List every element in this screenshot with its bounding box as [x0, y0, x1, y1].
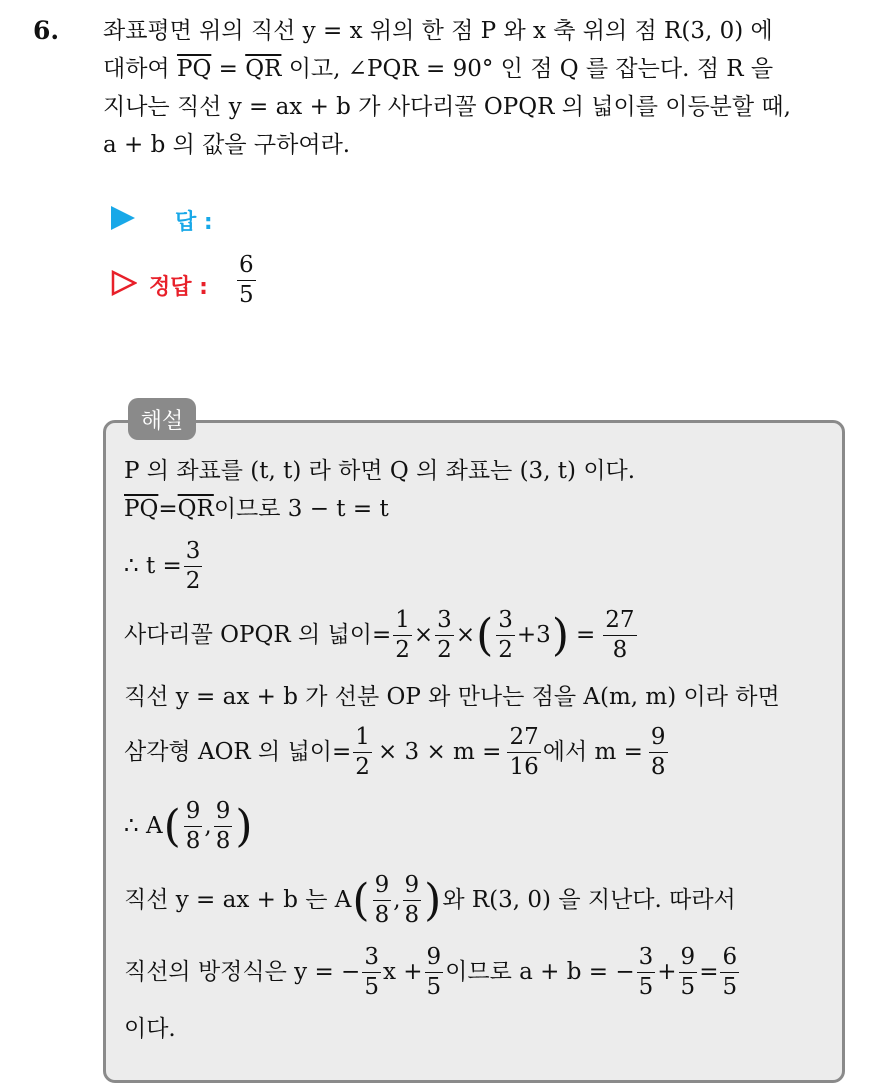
sol-l4-f2-den: 2 [437, 637, 452, 663]
sol-l6-f2-den: 16 [509, 754, 539, 780]
problem-line-2-a: 대하여 [103, 56, 177, 82]
sol-l9-f3-den: 5 [638, 974, 654, 1000]
solution-line-9 [124, 946, 741, 999]
solution-line-4 [124, 609, 639, 662]
sol-l6-f3-num: 9 [649, 726, 668, 753]
solution-line-8 [124, 874, 736, 927]
problem-line-2-c: = [211, 56, 246, 82]
correct-answer-fraction [235, 254, 258, 307]
answer-label: 답 : [175, 210, 213, 235]
sol-l7-f1-den: 8 [185, 828, 201, 854]
sol-l7-rparen: ) [235, 800, 253, 852]
sol-l3-pre: ∴ t = [124, 553, 182, 579]
correct-den: 5 [239, 282, 254, 308]
problem-line-2-e: 이고, ∠PQR = 90° 인 점 Q 를 잡는다. 점 R 을 [281, 56, 774, 82]
sol-l8-f2-num: 9 [403, 874, 422, 901]
sol-l9-f5-num: 6 [720, 946, 739, 973]
sol-l4-res-den: 8 [612, 637, 628, 663]
sol-l7-comma: , [204, 813, 212, 839]
correct-num: 6 [237, 254, 256, 281]
problem-number: 6. [33, 16, 60, 45]
sol-l9-f1-num: 3 [362, 946, 381, 973]
sol-l6-mid: × 3 × m = [377, 739, 502, 765]
sol-l4-f3-den: 2 [498, 637, 513, 663]
sol-l9-f4-den: 5 [680, 974, 696, 1000]
solution-tag: 해설 [128, 398, 196, 440]
sol-l4-times: × [413, 622, 434, 648]
sol-l4-eq: = [575, 622, 596, 648]
sol-eq: = [158, 496, 178, 522]
sol-l9-pre: 직선의 방정식은 y = − [124, 959, 361, 985]
sol-l8-f1-num: 9 [373, 874, 392, 901]
sol-l4-f1-num: 1 [393, 609, 412, 636]
sol-l9-mid: x + [382, 959, 423, 985]
sol-line-2-rest: 이므로 3 − t = t [213, 496, 389, 522]
sol-l4-times-2: × [455, 622, 476, 648]
sol-l8-comma: , [393, 887, 401, 913]
sol-l6-f1-num: 1 [353, 726, 372, 753]
sol-l9-f2-num: 9 [425, 946, 444, 973]
sol-l8-f1-den: 8 [374, 902, 390, 928]
sol-l8-f2-den: 8 [404, 902, 420, 928]
solution-line-10: 이다. [124, 1016, 176, 1042]
sol-l4-rparen: ) [551, 609, 569, 661]
sol-l3-num: 3 [184, 540, 203, 567]
sol-l4-res-num: 27 [603, 609, 636, 636]
sol-l4-f2-num: 3 [435, 609, 454, 636]
sol-l6-pre: 삼각형 AOR 의 넓이= [124, 739, 352, 765]
sol-l9-mid2: 이므로 a + b = − [445, 959, 635, 985]
sol-l8-lparen: ( [352, 874, 370, 926]
sol-l7-f2-num: 9 [214, 800, 233, 827]
sol-l9-f5-den: 5 [722, 974, 738, 1000]
sol-l8-pre: 직선 y = ax + b 는 A [124, 887, 352, 913]
correct-triangle-icon [111, 270, 137, 296]
sol-l7-lparen: ( [163, 800, 181, 852]
sol-l8-rparen: ) [424, 874, 442, 926]
sol-l7-f1-num: 9 [184, 800, 203, 827]
sol-l6-mid2: 에서 m = [542, 739, 643, 765]
sol-l9-f4-num: 9 [679, 946, 698, 973]
sol-segment-qr: $\overline{QR}$ [177, 496, 214, 522]
sol-l9-f1-den: 5 [364, 974, 379, 1000]
solution-line-1: P 의 좌표를 (t, t) 라 하면 Q 의 좌표는 (3, t) 이다. [124, 458, 636, 484]
sol-l6-f2-num: 27 [507, 726, 540, 753]
problem-line-3: 지나는 직선 y = ax + b 가 사다리꼴 OPQR 의 넓이를 이등분할 때, [103, 94, 791, 120]
segment-qr: $\overline{QR}$ [245, 56, 282, 82]
solution-line-5: 직선 y = ax + b 가 선분 OP 와 만나는 점을 A(m, m) 이라 하면 [124, 684, 780, 710]
sol-l6-f3-den: 8 [650, 754, 666, 780]
sol-l3-den: 2 [185, 568, 201, 594]
sol-l4-lparen: ( [476, 609, 494, 661]
sol-l4-f1-den: 2 [395, 637, 410, 663]
solution-line-7 [124, 800, 254, 853]
problem-line-4: a + b 의 값을 구하여라. [103, 132, 351, 158]
sol-l8-post: 와 R(3, 0) 을 지난다. 따라서 [442, 887, 736, 913]
sol-l7-pre: ∴ A [124, 813, 163, 839]
sol-l9-plus: + [657, 959, 677, 985]
sol-l7-f2-den: 8 [215, 828, 231, 854]
solution-line-2 [124, 498, 389, 521]
solution-line-3 [124, 540, 204, 593]
sol-l9-eq: = [699, 959, 719, 985]
sol-l4-f3-num: 3 [496, 609, 515, 636]
correct-label: 정답 : [149, 275, 208, 300]
sol-l9-f2-den: 5 [426, 974, 442, 1000]
segment-pq: $\overline{PQ}$ [176, 56, 212, 82]
problem-line-1: 좌표평면 위의 직선 y = x 위의 한 점 P 와 x 축 위의 점 R(3, 0) 에 [103, 18, 773, 44]
sol-l6-f1-den: 2 [355, 754, 370, 780]
problem-line-2 [103, 58, 773, 81]
sol-segment-pq: $\overline{PQ}$ [124, 496, 159, 522]
answer-triangle-icon [111, 206, 135, 230]
sol-l4-plus: +3 [516, 622, 551, 648]
sol-l9-f3-num: 3 [637, 946, 656, 973]
sol-l4-pre: 사다리꼴 OPQR 의 넓이= [124, 622, 392, 648]
solution-line-6 [124, 726, 670, 779]
